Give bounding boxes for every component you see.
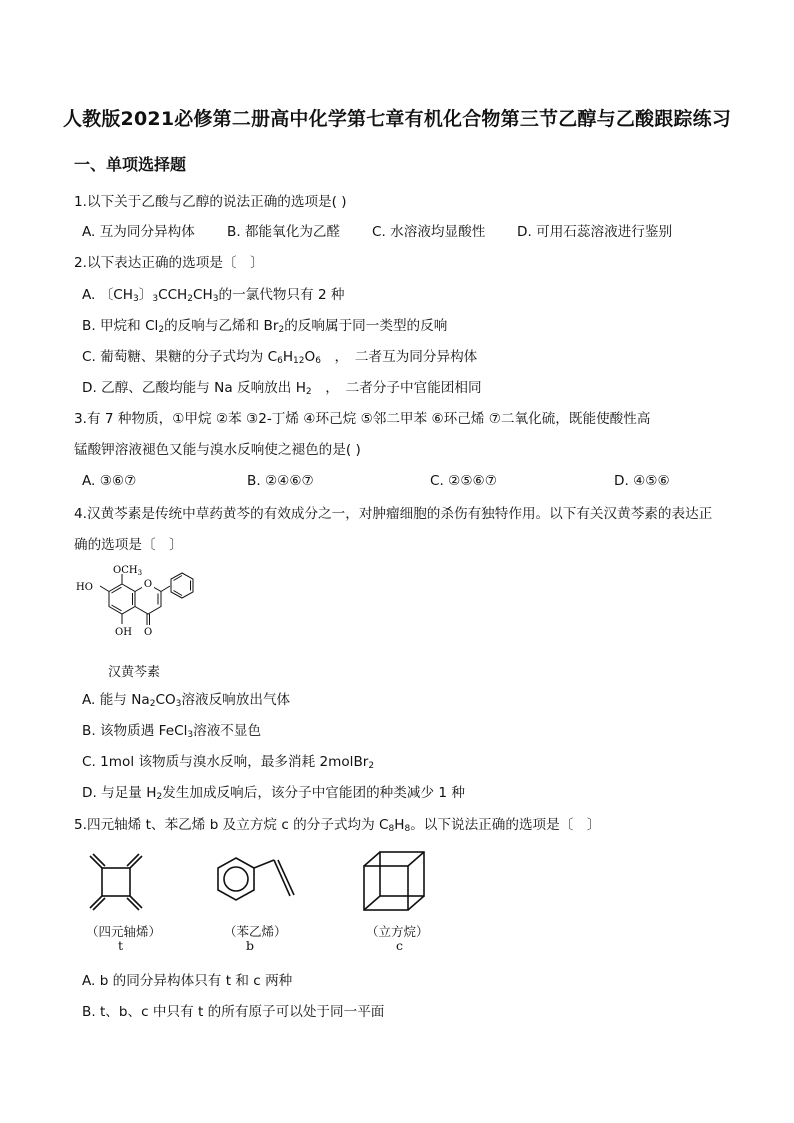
styrene-caption: （苯乙烯） [224,924,287,939]
question-2-option-b: B. 甲烷和 $Cl_2$的反响与乙烯和 $Br_2$的反响属于同一类型的反响 [82,318,448,335]
question-1-stem: 1.以下关于乙酸与乙醇的说法正确的选项是( ) [74,194,347,210]
question-3-option-c: C. ②⑤⑥⑦ [430,473,497,489]
question-3-stem-line-1: 3.有 7 种物质，①甲烷 ②苯 ③2-丁烯 ④环己烷 ⑤邻二甲苯 ⑥环己烯 ⑦二氧化硫，既能使酸性高 [74,411,651,427]
question-2-option-c: C. 葡萄糖、果糖的分子式均为 $C_6H_{12}O_6$ ， 二者互为同分异构体 [82,349,478,366]
styrene-structure [208,852,318,917]
cubane-letter: c [396,938,404,953]
question-1-option-a: A. 互为同分异构体 [82,224,195,240]
phenyl-ring [171,573,193,598]
cubane-structure [356,846,436,921]
question-3-option-b: B. ②④⑥⑦ [247,473,314,489]
question-3-stem-line-2: 锰酸钾溶液褪色又能与溴水反响使之褪色的是( ) [74,442,361,458]
question-1-option-d: D. 可用石蕊溶液进行鉴别 [517,224,673,240]
question-4-option-c: C. 1mol 该物质与溴水反响，最多消耗 2molBr$_2$ [82,754,375,771]
ring-oxygen-label: O [143,579,153,590]
question-2-option-d: D. 乙醇、乙酸均能与 Na 反响放出 $H_2$ ， 二者分子中官能团相同 [82,380,482,397]
tetraradialene-letter: t [118,938,124,953]
section-heading: 一、单项选择题 [74,155,187,174]
question-4-stem-line-2: 确的选项是〔 〕 [74,537,183,553]
wogonin-caption: 汉黄芩素 [108,665,161,680]
question-4-option-a: A. 能与 $Na_2CO_3$溶液反响放出气体 [82,692,291,709]
tetraradialene-structure [80,848,160,923]
question-3-option-a: A. ③⑥⑦ [82,473,137,489]
cubane-caption: （立方烷） [366,924,429,939]
ho-label: HO [76,582,93,593]
tetraradialene-caption: （四元轴烯） [86,924,162,939]
question-1-option-c: C. 水溶液均显酸性 [372,224,486,240]
keto-oxygen-label: O [144,627,153,638]
question-4-option-d: D. 与足量 $H_2$发生加成反响后，该分子中官能团的种类减少 1 种 [82,785,465,802]
och3-label: $OCH_3$ [113,565,143,577]
benzene-ring-a [109,584,135,614]
page-title: 人教版2021必修第二册高中化学第七章有机化合物第三节乙醇与乙酸跟踪练习 [62,108,732,130]
question-3-option-d: D. ④⑤⑥ [614,473,670,489]
question-4-option-b: B. 该物质遇 FeCl$_3$溶液不显色 [82,723,262,740]
question-5-option-b: B. t、b、c 中只有 t 的所有原子可以处于同一平面 [82,1004,385,1020]
question-2-stem: 2.以下表达正确的选项是〔 〕 [74,255,264,271]
question-4-stem-line-1: 4.汉黄芩素是传统中草药黄芩的有效成分之一，对肿瘤细胞的杀伤有独特作用。以下有关汉黄芩素的表达正 [74,506,713,522]
wogonin-structure-figure [72,562,222,652]
oh-label: OH [115,627,132,638]
question-2-option-a: A. 〔$CH_3$〕$_3CCH_2CH_3$的一氯代物只有 2 种 [82,287,345,304]
question-5-option-a: A. b 的同分异构体只有 t 和 c 两种 [82,973,293,989]
question-1-option-b: B. 都能氧化为乙醛 [227,224,341,240]
styrene-letter: b [246,938,255,953]
question-5-stem: 5.四元轴烯 t、苯乙烯 b 及立方烷 c 的分子式均为 $C_8H_8$。以下说法正确的选项是〔 〕 [74,817,601,834]
